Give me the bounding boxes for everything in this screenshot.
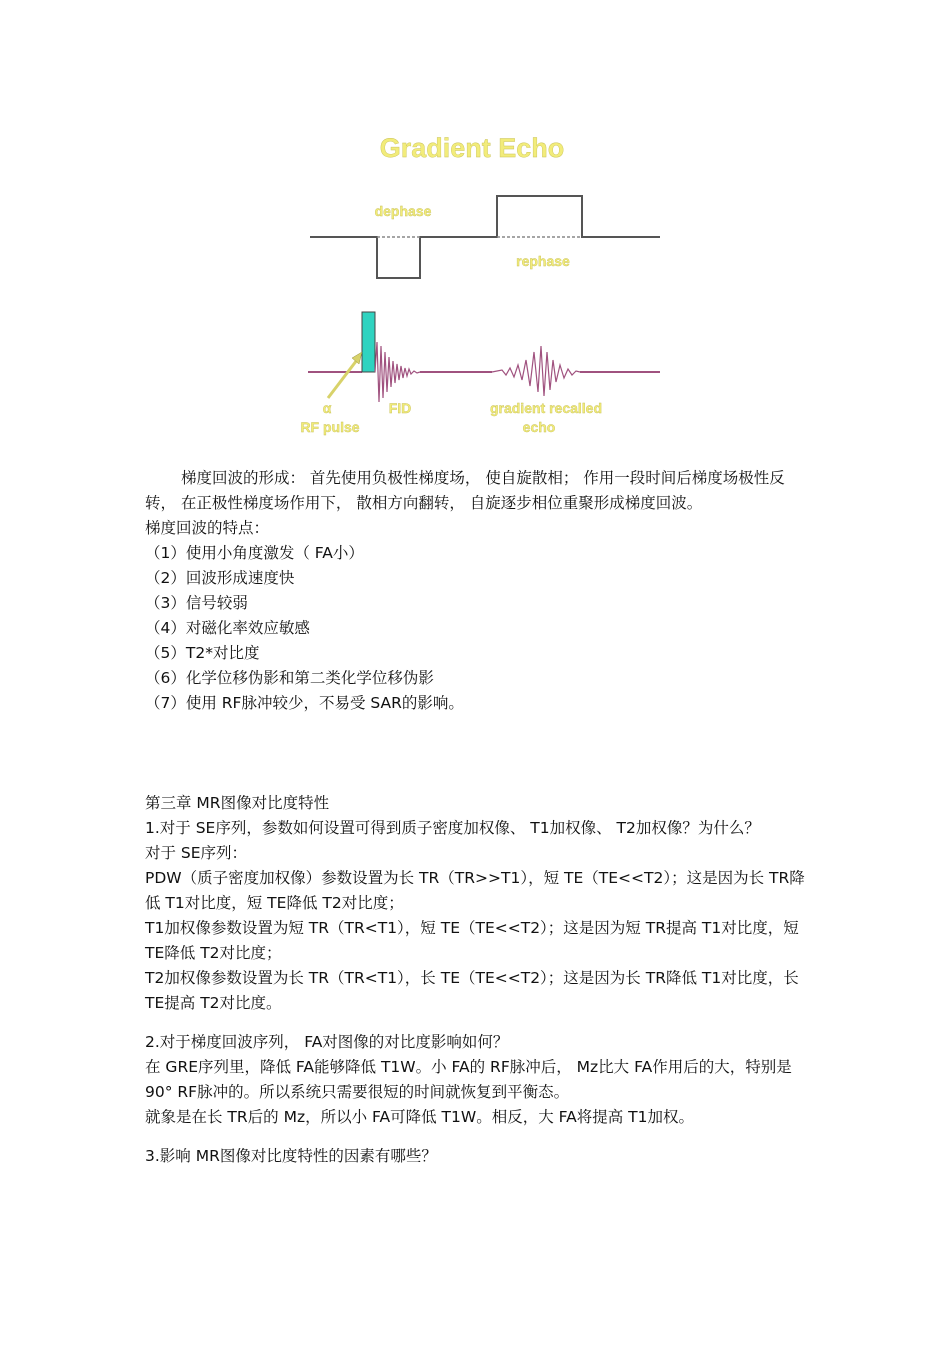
question-3: 3.影响 MR图像对比度特性的因素有哪些？ xyxy=(145,1147,437,1165)
chapter3-section xyxy=(145,791,810,1169)
rf-pulse-block xyxy=(362,312,375,372)
q1-t2-answer: T2加权像参数设置为长 TR（TR<T1），长 TE（TE<<T2）；这是因为长 TR降低 T1对比度，长 TE提高 T2对比度。 xyxy=(145,969,799,1012)
list-item: （6）化学位移伪影和第二类化学位移伪影 xyxy=(145,669,434,687)
fid-signal xyxy=(375,342,420,402)
rf-pulse-label: RF pulse xyxy=(300,419,360,435)
echo-signal xyxy=(492,346,580,396)
question-2: 2.对于梯度回波序列， FA对图像的对比度影响如何？ xyxy=(145,1033,509,1051)
gradient-waveform xyxy=(310,196,660,278)
fid-label: FID xyxy=(388,400,412,416)
formation-paragraph: 梯度回波的形成： 首先使用负极性梯度场， 使自旋散相； 作用一段时间后梯度场极性反转， 在正极性梯度场作用下， 散相方向翻转， 自旋逐步相位重聚形成梯度回波。 xyxy=(145,469,785,512)
diagram-title: Gradient Echo xyxy=(379,133,565,163)
rephase-label: rephase xyxy=(516,253,570,269)
list-item: （1）使用小角度激发（ FA小） xyxy=(145,544,364,562)
alpha-arrow xyxy=(328,356,360,398)
list-item: （2）回波形成速度快 xyxy=(145,569,295,587)
gradient-echo-section xyxy=(145,466,810,716)
echo-label-line1: gradient recalled xyxy=(489,400,603,416)
gradient-echo-diagram xyxy=(280,120,680,450)
q1-pdw-answer: PDW（质子密度加权像）参数设置为长 TR（TR>>T1），短 TE（TE<<T2）；这是因为长 TR降低 T1对比度，短 TE降低 T2对比度； xyxy=(145,869,805,912)
dephase-label: dephase xyxy=(374,203,432,219)
list-item: （3）信号较弱 xyxy=(145,594,248,612)
q1-intro: 对于 SE序列： xyxy=(145,844,248,862)
echo-label-line2: echo xyxy=(522,419,556,435)
features-title: 梯度回波的特点： xyxy=(145,519,270,537)
alpha-label: α xyxy=(322,400,332,416)
chapter-title: 第三章 MR图像对比度特性 xyxy=(145,794,330,812)
list-item: （7）使用 RF脉冲较少，不易受 SAR的影响。 xyxy=(145,694,464,712)
q2-answer-1: 在 GRE序列里，降低 FA能够降低 T1W。小 FA的 RF脉冲后， Mz比大 FA作用后的大，特别是 90° RF脉冲的。所以系统只需要很短的时间就恢复到平衡态。 xyxy=(145,1058,792,1101)
features-list xyxy=(145,541,810,716)
list-item: （5）T2*对比度 xyxy=(145,644,260,662)
question-1: 1.对于 SE序列，参数如何设置可得到质子密度加权像、 T1加权像、 T2加权像？为什么？ xyxy=(145,819,760,837)
q1-t1-answer: T1加权像参数设置为短 TR（TR<T1），短 TE（TE<<T2）；这是因为短 TR提高 T1对比度，短 TE降低 T2对比度； xyxy=(145,919,799,962)
list-item: （4）对磁化率效应敏感 xyxy=(145,619,310,637)
q2-answer-2: 就象是在长 TR后的 Mz，所以小 FA可降低 T1W。相反，大 FA将提高 T1加权。 xyxy=(145,1108,694,1126)
